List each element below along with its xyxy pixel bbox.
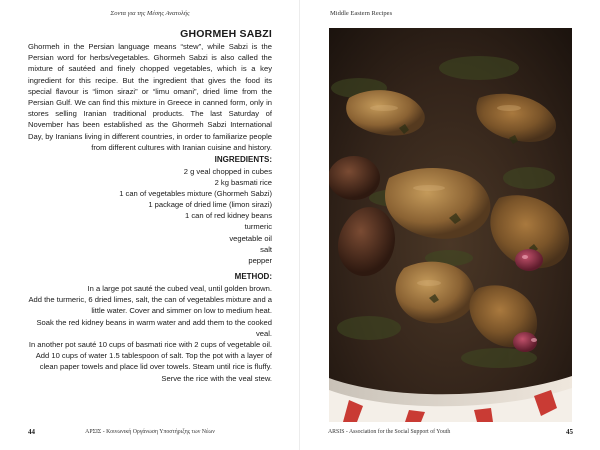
ingredient-item: 2 kg basmati rice xyxy=(214,178,272,188)
ingredient-item: pepper xyxy=(248,255,272,265)
footer-right: ARSIS - Association for the Social Support of Youth xyxy=(328,429,451,435)
stew-photo-illustration xyxy=(329,28,572,422)
recipe-intro: Ghormeh in the Persian language means “stew”, while Sabzi is the Persian word for herbs/vegetables. Ghormeh Sabzi is also called the mixture of sautéed and finely chopped vegetables, which is a key ingredient for this recipe. But the ingredient that gives the food its special flavour is “limon sirazi” or “limu omani”, dried lime from the Persian Gulf. We can find this mixture in Greece in canned form, only in stores selling Iranian traditional products. The last Saturday of November has been established as the Ghormeh Sabzi International Day, by Iranians living in different countries, in order to familiarize people from different cultures with Iranian cuisine and history. xyxy=(28,42,272,152)
ingredient-item: turmeric xyxy=(244,222,272,232)
running-head-right: Middle Eastern Recipes xyxy=(330,10,393,17)
method-step: Serve the rice with the veal stew. xyxy=(161,373,272,383)
ingredients-heading: INGREDIENTS: xyxy=(214,155,272,164)
method-text xyxy=(28,283,272,384)
right-page xyxy=(300,0,600,450)
footer-left: ΑΡΣΙΣ - Κοινωνική Οργάνωση Υποστήριξης των Νέων xyxy=(85,429,215,435)
method-step: In another pot sauté 10 cups of basmati rice with 2 cups of vegetable oil. Add 10 cups of water 1.5 tablespoon of salt. Top the pot with a layer of clean paper towels and place lid over towels. Steam until rice is fluffy. xyxy=(28,340,272,372)
page-number-right: 45 xyxy=(566,428,573,436)
ghormeh-sabzi-stew-photo xyxy=(329,28,572,422)
method-step: In a large pot sauté the cubed veal, until golden brown. xyxy=(87,284,272,293)
method-step: Add the turmeric, 6 dried limes, salt, the can of vegetables mixture and a little water. Cover and simmer on low to medium heat. xyxy=(28,295,272,316)
ingredient-item: 1 can of vegetables mixture (Ghormeh Sabzi) xyxy=(119,189,272,199)
recipe-title: GHORMEH SABZI xyxy=(180,28,272,40)
ingredient-item: 1 can of red kidney beans xyxy=(185,211,272,221)
ingredient-item: 2 g veal chopped in cubes xyxy=(183,167,272,176)
method-step: Soak the red kidney beans in warm water and add them to the cooked veal. xyxy=(36,317,272,338)
ingredient-item: salt xyxy=(260,244,272,254)
method-heading: METHOD: xyxy=(234,272,272,281)
page-number-left: 44 xyxy=(28,428,35,436)
ingredient-item: vegetable oil xyxy=(229,233,272,243)
ingredients-list xyxy=(28,166,272,266)
running-head-left: Σοντα για της Μέσης Ανατολής xyxy=(110,10,190,17)
ingredient-item: 1 package of dried lime (limon sirazi) xyxy=(148,200,272,210)
